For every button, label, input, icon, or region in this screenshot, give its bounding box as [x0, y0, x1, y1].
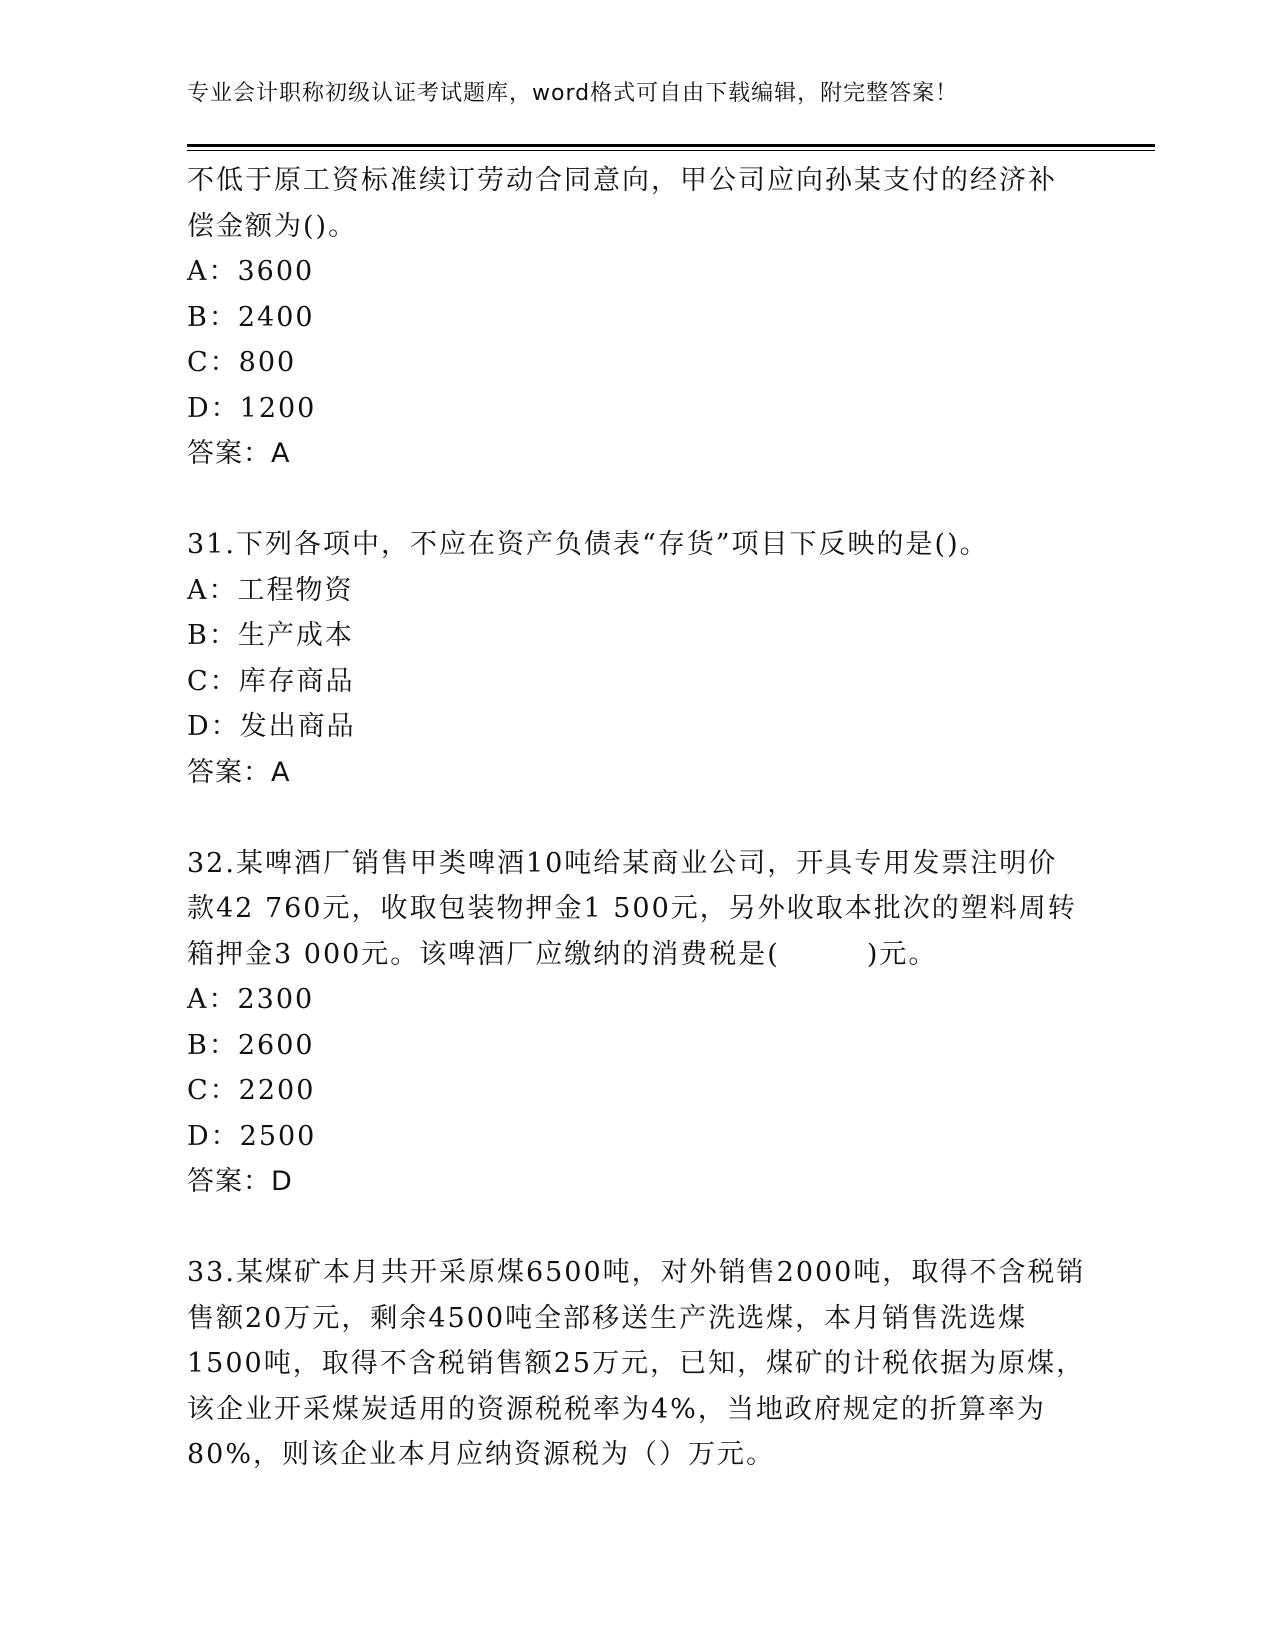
question-text-line: 80%，则该企业本月应纳资源税为（）万元。 [187, 1439, 776, 1470]
question-block [187, 522, 1077, 795]
answer-line: 答案：A [187, 756, 291, 788]
question-text-line: 33.某煤矿本月共开采原煤6500吨，对外销售2000吨，取得不含税销 [187, 1257, 1086, 1288]
question-text-line: 款42 760元，收取包装物押金1 500元，另外收取本批次的塑料周转 [187, 893, 1077, 924]
option-d: D：1200 [187, 392, 317, 424]
option-b: B：生产成本 [187, 620, 354, 651]
question-list [187, 158, 1086, 1478]
question-text-line: 偿金额为()。 [187, 210, 358, 242]
option-a: A：3600 [187, 256, 315, 287]
option-c: C：2200 [187, 1075, 316, 1106]
option-d: D：发出商品 [187, 711, 356, 742]
header-rule-thin [187, 150, 1155, 151]
question-text-line: 该企业开采煤炭适用的资源税税率为4%，当地政府规定的折算率为 [187, 1393, 1046, 1425]
spacer [187, 477, 1077, 523]
question-block [187, 841, 1077, 1205]
option-c: C：800 [187, 347, 297, 378]
option-a: A：工程物资 [187, 574, 354, 606]
answer-line: 答案：D [187, 1166, 293, 1197]
option-b: B：2400 [187, 301, 315, 333]
option-b: B：2600 [187, 1029, 315, 1061]
spacer [187, 1205, 1077, 1251]
question-block [187, 158, 1077, 477]
question-text-line: 不低于原工资标准续订劳动合同意向，甲公司应向孙某支付的经济补 [187, 165, 1057, 196]
question-block [187, 1250, 1086, 1478]
page-header: 专业会计职称初级认证考试题库，word格式可自由下载编辑，附完整答案！ [187, 81, 959, 106]
option-d: D：2500 [187, 1120, 317, 1152]
answer-line: 答案：A [187, 438, 291, 469]
question-text-line: 箱押金3 000元。该啤酒厂应缴纳的消费税是( )元。 [187, 938, 938, 970]
question-text-line: 32.某啤酒厂销售甲类啤酒10吨给某商业公司，开具专用发票注明价 [187, 847, 1058, 879]
question-text-line: 1500吨，取得不含税销售额25万元，已知，煤矿的计税依据为原煤， [187, 1348, 1086, 1379]
option-a: A：2300 [187, 984, 315, 1015]
spacer [187, 795, 1077, 841]
header-rule-thick [187, 144, 1155, 147]
option-c: C：库存商品 [187, 665, 355, 697]
question-text-line: 31.下列各项中，不应在资产负债表“存货”项目下反映的是()。 [187, 529, 989, 560]
question-text-line: 售额20万元，剩余4500吨全部移送生产洗选煤，本月销售洗选煤 [187, 1302, 1028, 1334]
